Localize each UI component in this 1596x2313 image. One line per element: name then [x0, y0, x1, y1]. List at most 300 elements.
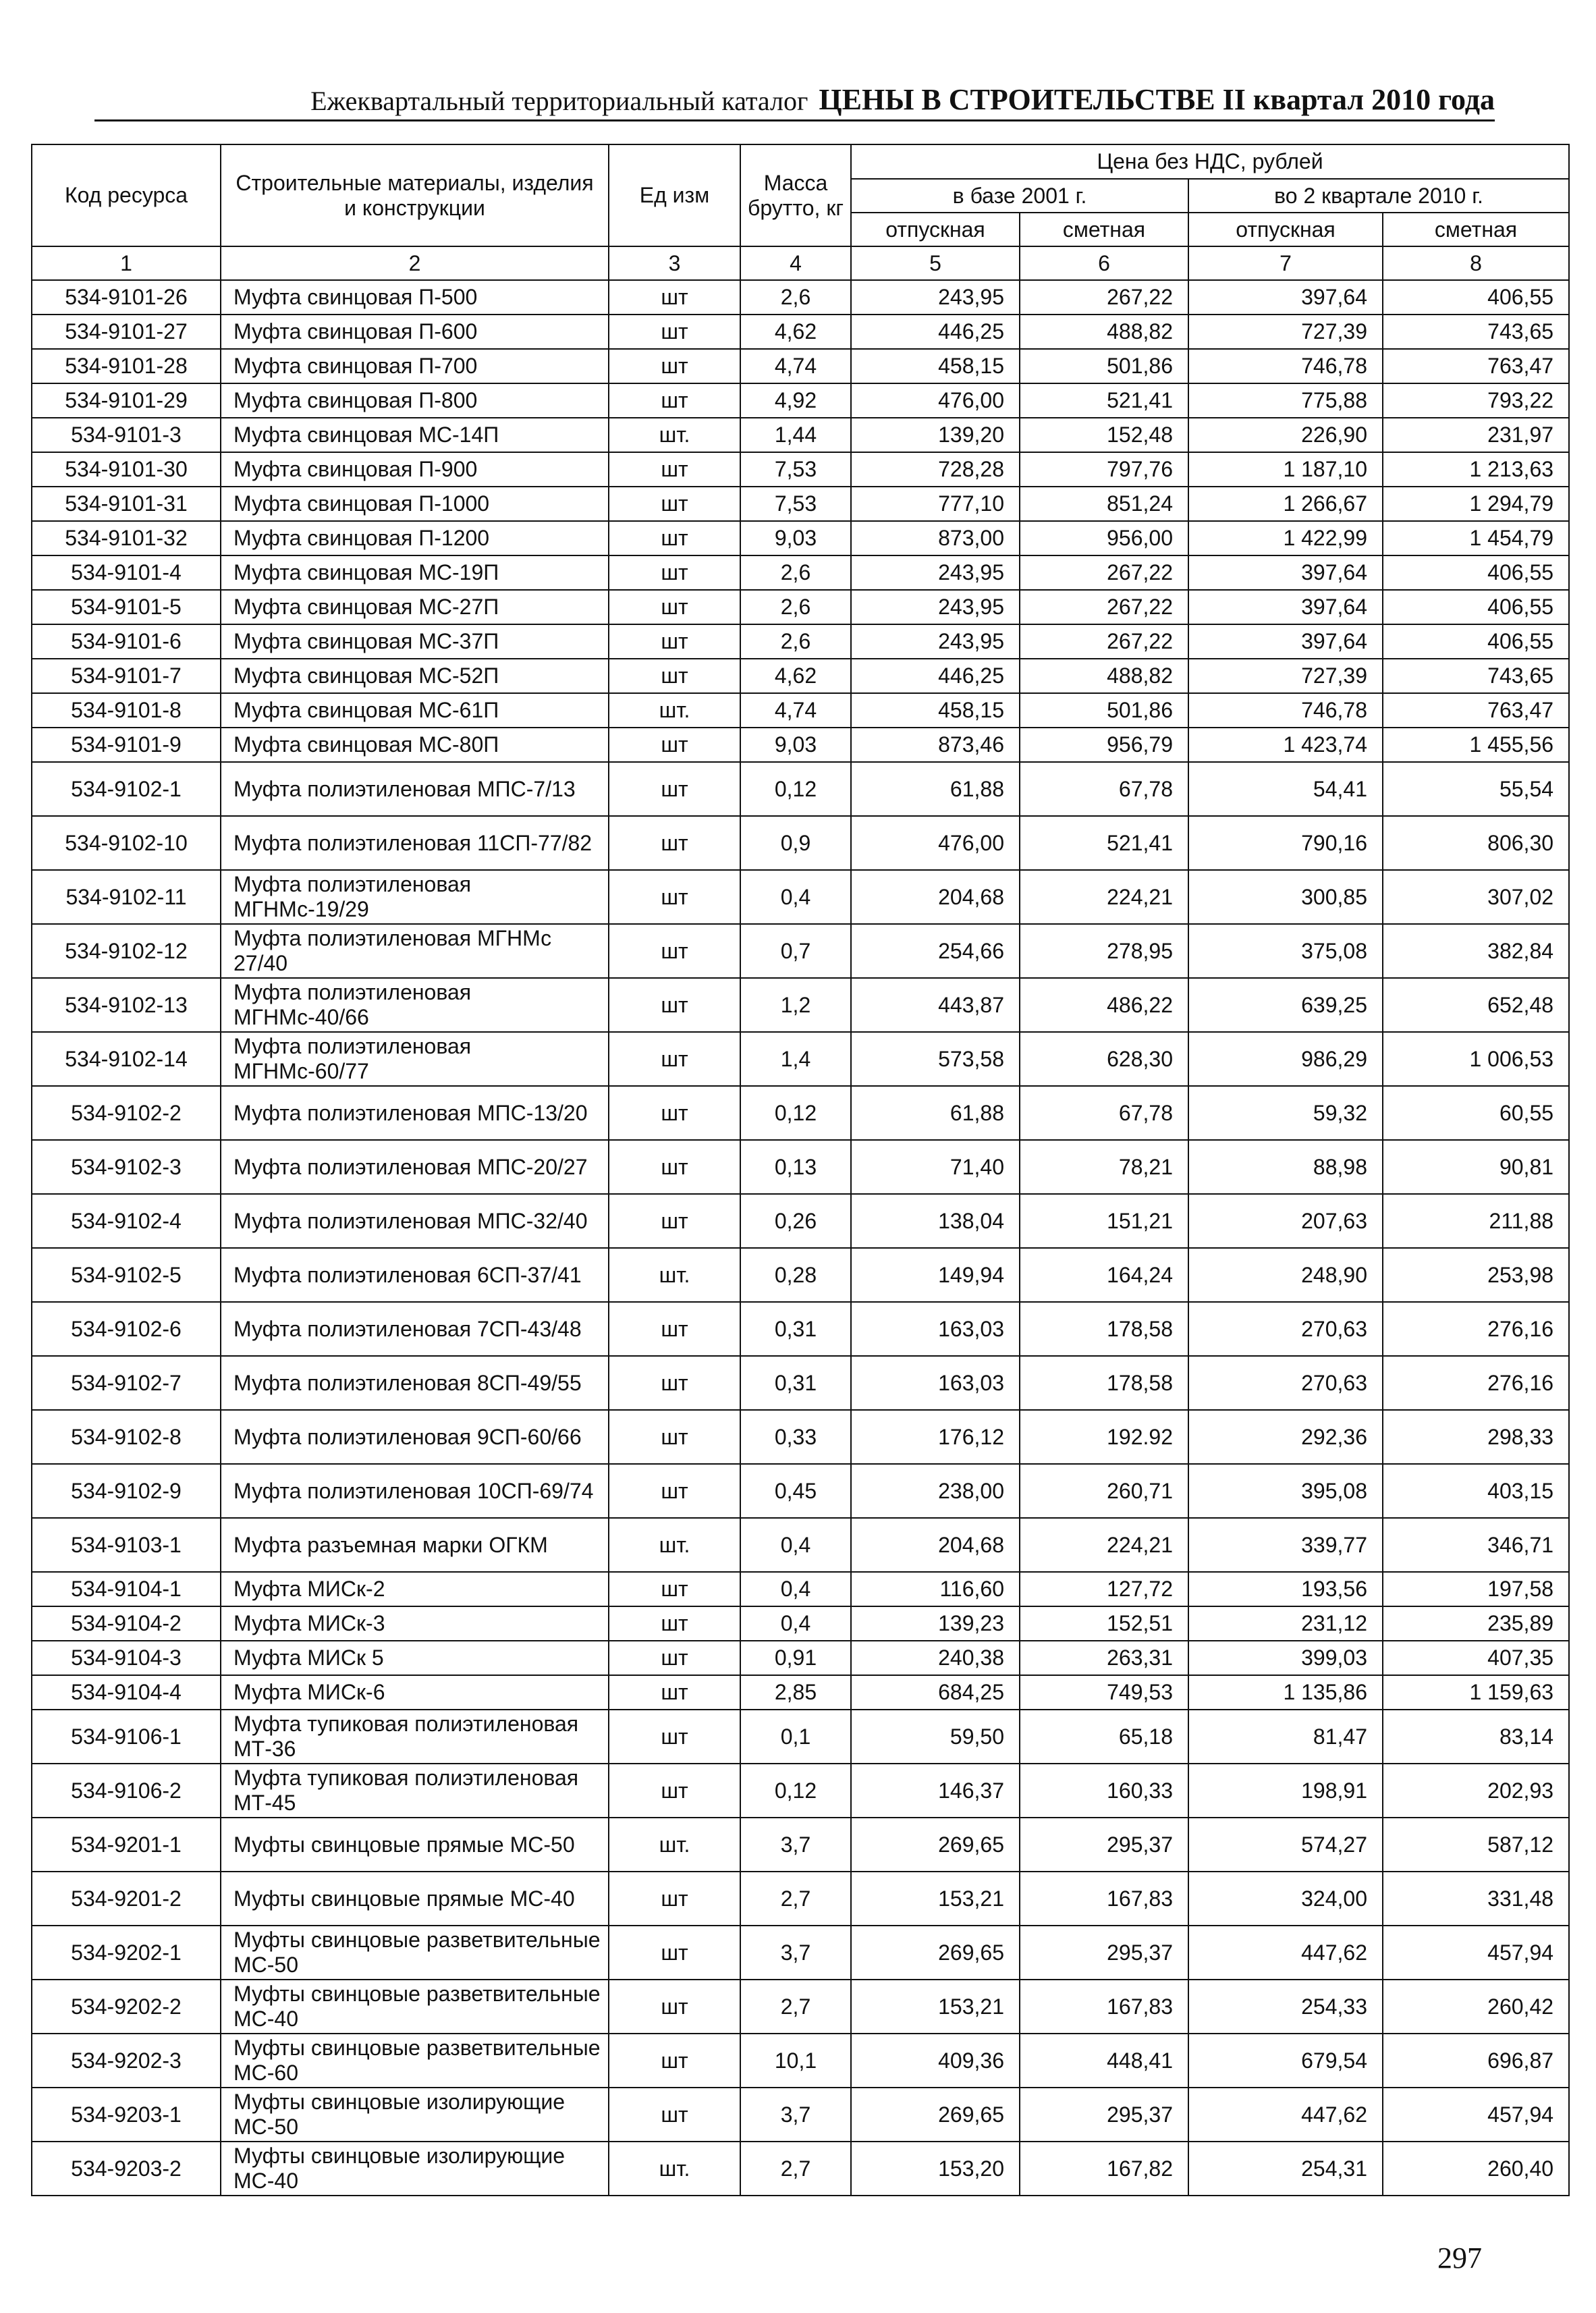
table-row [32, 624, 1569, 659]
cell-mass: 1,4 [740, 1032, 851, 1086]
cell-current-estimate-price: 346,71 [1383, 1518, 1569, 1572]
cell-unit: шт [609, 728, 740, 762]
cell-unit: шт [609, 1032, 740, 1086]
column-number: 4 [740, 246, 851, 280]
cell-material-name: Муфта полиэтиленовая 7СП-43/48 [221, 1302, 609, 1356]
cell-base-estimate-price: 178,58 [1020, 1356, 1188, 1410]
cell-current-estimate-price: 298,33 [1383, 1410, 1569, 1464]
cell-mass: 0,1 [740, 1710, 851, 1764]
cell-unit: шт [609, 1641, 740, 1675]
cell-base-estimate-price: 956,79 [1020, 728, 1188, 762]
cell-code: 534-9101-31 [32, 487, 221, 521]
cell-unit: шт [609, 521, 740, 555]
cell-mass: 3,7 [740, 1818, 851, 1872]
cell-current-estimate-price: 55,54 [1383, 762, 1569, 816]
table-row [32, 349, 1569, 383]
table-row [32, 924, 1569, 978]
column-number: 7 [1188, 246, 1383, 280]
cell-unit: шт [609, 280, 740, 315]
cell-base-estimate-price: 295,37 [1020, 1926, 1188, 1980]
cell-code: 534-9102-4 [32, 1194, 221, 1248]
cell-unit: шт [609, 2088, 740, 2142]
table-row [32, 1926, 1569, 1980]
col-header-current-estimate: сметная [1383, 213, 1569, 246]
cell-mass: 2,6 [740, 555, 851, 590]
cell-base-estimate-price: 521,41 [1020, 383, 1188, 418]
cell-unit: шт [609, 816, 740, 870]
cell-code: 534-9202-1 [32, 1926, 221, 1980]
cell-base-estimate-price: 448,41 [1020, 2034, 1188, 2088]
cell-current-estimate-price: 331,48 [1383, 1872, 1569, 1926]
cell-code: 534-9104-2 [32, 1606, 221, 1641]
cell-unit: шт [609, 349, 740, 383]
table-row [32, 383, 1569, 418]
cell-material-name: Муфта свинцовая П-500 [221, 280, 609, 315]
cell-unit: шт [609, 2034, 740, 2088]
cell-unit: шт [609, 1926, 740, 1980]
cell-unit: шт [609, 1675, 740, 1710]
cell-base-release-price: 458,15 [851, 349, 1020, 383]
cell-unit: шт [609, 762, 740, 816]
cell-unit: шт [609, 555, 740, 590]
cell-current-release-price: 292,36 [1188, 1410, 1383, 1464]
cell-base-estimate-price: 956,00 [1020, 521, 1188, 555]
table-row [32, 1248, 1569, 1302]
cell-material-name: Муфта свинцовая МС-52П [221, 659, 609, 693]
price-table [31, 144, 1570, 2196]
cell-base-release-price: 153,21 [851, 1980, 1020, 2034]
cell-current-estimate-price: 90,81 [1383, 1140, 1569, 1194]
cell-mass: 0,4 [740, 1518, 851, 1572]
cell-mass: 4,62 [740, 315, 851, 349]
cell-base-release-price: 61,88 [851, 762, 1020, 816]
col-header-code: Код ресурса [32, 144, 221, 246]
cell-base-estimate-price: 78,21 [1020, 1140, 1188, 1194]
cell-unit: шт [609, 1872, 740, 1926]
cell-mass: 2,7 [740, 1980, 851, 2034]
cell-base-release-price: 777,10 [851, 487, 1020, 521]
cell-current-estimate-price: 743,65 [1383, 659, 1569, 693]
cell-code: 534-9101-7 [32, 659, 221, 693]
cell-base-estimate-price: 749,53 [1020, 1675, 1188, 1710]
cell-base-release-price: 873,00 [851, 521, 1020, 555]
cell-base-release-price: 728,28 [851, 452, 1020, 487]
cell-material-name: Муфты свинцовые разветвительные МС-40 [221, 1980, 609, 2034]
cell-code: 534-9106-1 [32, 1710, 221, 1764]
cell-mass: 9,03 [740, 521, 851, 555]
cell-mass: 0,33 [740, 1410, 851, 1464]
table-row [32, 1464, 1569, 1518]
cell-mass: 2,7 [740, 2142, 851, 2196]
cell-mass: 0,91 [740, 1641, 851, 1675]
cell-code: 534-9102-6 [32, 1302, 221, 1356]
cell-current-release-price: 1 423,74 [1188, 728, 1383, 762]
cell-unit: шт [609, 978, 740, 1032]
cell-code: 534-9101-4 [32, 555, 221, 590]
cell-mass: 2,6 [740, 590, 851, 624]
cell-code: 534-9202-3 [32, 2034, 221, 2088]
cell-base-estimate-price: 192.92 [1020, 1410, 1188, 1464]
cell-mass: 9,03 [740, 728, 851, 762]
cell-code: 534-9103-1 [32, 1518, 221, 1572]
cell-material-name: Муфта МИСк-3 [221, 1606, 609, 1641]
col-header-q2-2010: во 2 квартале 2010 г. [1188, 179, 1569, 213]
cell-current-release-price: 1 135,86 [1188, 1675, 1383, 1710]
cell-material-name: Муфта свинцовая МС-80П [221, 728, 609, 762]
table-row [32, 521, 1569, 555]
cell-base-estimate-price: 67,78 [1020, 762, 1188, 816]
table-row [32, 1032, 1569, 1086]
cell-unit: шт [609, 1710, 740, 1764]
cell-code: 534-9101-5 [32, 590, 221, 624]
cell-current-release-price: 324,00 [1188, 1872, 1383, 1926]
cell-current-release-price: 254,31 [1188, 2142, 1383, 2196]
cell-base-release-price: 443,87 [851, 978, 1020, 1032]
cell-unit: шт. [609, 1818, 740, 1872]
cell-material-name: Муфта свинцовая МС-14П [221, 418, 609, 452]
cell-code: 534-9101-28 [32, 349, 221, 383]
cell-current-estimate-price: 307,02 [1383, 870, 1569, 924]
cell-code: 534-9101-32 [32, 521, 221, 555]
cell-base-estimate-price: 521,41 [1020, 816, 1188, 870]
cell-base-estimate-price: 167,82 [1020, 2142, 1188, 2196]
table-row [32, 1518, 1569, 1572]
cell-base-release-price: 149,94 [851, 1248, 1020, 1302]
cell-code: 534-9203-1 [32, 2088, 221, 2142]
cell-material-name: Муфта свинцовая МС-27П [221, 590, 609, 624]
cell-base-release-price: 176,12 [851, 1410, 1020, 1464]
cell-current-estimate-price: 235,89 [1383, 1606, 1569, 1641]
cell-base-estimate-price: 164,24 [1020, 1248, 1188, 1302]
cell-base-release-price: 116,60 [851, 1572, 1020, 1606]
cell-current-release-price: 397,64 [1188, 280, 1383, 315]
cell-base-estimate-price: 152,51 [1020, 1606, 1188, 1641]
cell-unit: шт [609, 1086, 740, 1140]
table-row [32, 1710, 1569, 1764]
cell-unit: шт. [609, 2142, 740, 2196]
cell-mass: 2,6 [740, 624, 851, 659]
cell-code: 534-9102-5 [32, 1248, 221, 1302]
cell-base-estimate-price: 167,83 [1020, 1872, 1188, 1926]
cell-material-name: Муфты свинцовые прямые МС-40 [221, 1872, 609, 1926]
cell-base-release-price: 204,68 [851, 1518, 1020, 1572]
table-row [32, 1980, 1569, 2034]
cell-current-release-price: 447,62 [1188, 2088, 1383, 2142]
column-number: 2 [221, 246, 609, 280]
cell-mass: 0,45 [740, 1464, 851, 1518]
col-header-price-group: Цена без НДС, рублей [851, 144, 1569, 179]
cell-current-estimate-price: 806,30 [1383, 816, 1569, 870]
column-number: 5 [851, 246, 1020, 280]
cell-mass: 4,74 [740, 349, 851, 383]
table-row [32, 1872, 1569, 1926]
cell-mass: 3,7 [740, 2088, 851, 2142]
table-row [32, 870, 1569, 924]
cell-current-estimate-price: 211,88 [1383, 1194, 1569, 1248]
cell-unit: шт. [609, 418, 740, 452]
cell-material-name: Муфта свинцовая МС-37П [221, 624, 609, 659]
cell-current-release-price: 395,08 [1188, 1464, 1383, 1518]
cell-base-release-price: 243,95 [851, 280, 1020, 315]
cell-current-estimate-price: 696,87 [1383, 2034, 1569, 2088]
cell-current-estimate-price: 60,55 [1383, 1086, 1569, 1140]
table-row [32, 452, 1569, 487]
cell-material-name: Муфта свинцовая П-1200 [221, 521, 609, 555]
cell-unit: шт [609, 659, 740, 693]
cell-current-estimate-price: 1 213,63 [1383, 452, 1569, 487]
cell-material-name: Муфта тупиковая полиэтиленовая МТ-36 [221, 1710, 609, 1764]
cell-material-name: Муфты свинцовые прямые МС-50 [221, 1818, 609, 1872]
cell-base-estimate-price: 224,21 [1020, 870, 1188, 924]
table-row [32, 487, 1569, 521]
cell-current-release-price: 727,39 [1188, 315, 1383, 349]
cell-code: 534-9106-2 [32, 1764, 221, 1818]
cell-code: 534-9102-14 [32, 1032, 221, 1086]
cell-material-name: Муфта свинцовая П-600 [221, 315, 609, 349]
table-body [32, 280, 1569, 2196]
cell-current-release-price: 1 422,99 [1188, 521, 1383, 555]
cell-material-name: Муфта полиэтиленовая 6СП-37/41 [221, 1248, 609, 1302]
cell-base-estimate-price: 486,22 [1020, 978, 1188, 1032]
cell-code: 534-9102-13 [32, 978, 221, 1032]
cell-base-estimate-price: 278,95 [1020, 924, 1188, 978]
cell-current-release-price: 207,63 [1188, 1194, 1383, 1248]
table-row [32, 280, 1569, 315]
cell-base-release-price: 409,36 [851, 2034, 1020, 2088]
cell-current-estimate-price: 743,65 [1383, 315, 1569, 349]
cell-mass: 7,53 [740, 452, 851, 487]
cell-material-name: Муфта свинцовая МС-61П [221, 693, 609, 728]
cell-current-estimate-price: 83,14 [1383, 1710, 1569, 1764]
cell-base-release-price: 476,00 [851, 383, 1020, 418]
cell-current-release-price: 198,91 [1188, 1764, 1383, 1818]
cell-base-estimate-price: 224,21 [1020, 1518, 1188, 1572]
cell-code: 534-9101-9 [32, 728, 221, 762]
cell-current-estimate-price: 763,47 [1383, 349, 1569, 383]
cell-base-release-price: 146,37 [851, 1764, 1020, 1818]
cell-current-estimate-price: 407,35 [1383, 1641, 1569, 1675]
cell-mass: 0,12 [740, 1086, 851, 1140]
cell-unit: шт [609, 1302, 740, 1356]
cell-base-release-price: 573,58 [851, 1032, 1020, 1086]
cell-material-name: Муфты свинцовые разветвительные МС-50 [221, 1926, 609, 1980]
cell-base-estimate-price: 628,30 [1020, 1032, 1188, 1086]
cell-code: 534-9101-27 [32, 315, 221, 349]
cell-material-name: Муфта полиэтиленовая МГНМс-40/66 [221, 978, 609, 1032]
cell-mass: 0,28 [740, 1248, 851, 1302]
cell-current-release-price: 679,54 [1188, 2034, 1383, 2088]
cell-base-release-price: 476,00 [851, 816, 1020, 870]
cell-current-release-price: 399,03 [1188, 1641, 1383, 1675]
cell-base-release-price: 163,03 [851, 1356, 1020, 1410]
cell-base-release-price: 153,20 [851, 2142, 1020, 2196]
table-row [32, 1641, 1569, 1675]
cell-base-release-price: 243,95 [851, 624, 1020, 659]
cell-current-release-price: 270,63 [1188, 1302, 1383, 1356]
cell-unit: шт [609, 315, 740, 349]
cell-current-estimate-price: 793,22 [1383, 383, 1569, 418]
cell-material-name: Муфта полиэтиленовая 10СП-69/74 [221, 1464, 609, 1518]
col-header-base-estimate: сметная [1020, 213, 1188, 246]
column-number: 8 [1383, 246, 1569, 280]
cell-current-estimate-price: 652,48 [1383, 978, 1569, 1032]
header-catalog-name: ЦЕНЫ В СТРОИТЕЛЬСТВЕ II квартал 2010 года [819, 83, 1495, 116]
cell-code: 534-9102-9 [32, 1464, 221, 1518]
cell-current-release-price: 254,33 [1188, 1980, 1383, 2034]
cell-unit: шт [609, 383, 740, 418]
cell-code: 534-9104-3 [32, 1641, 221, 1675]
cell-base-estimate-price: 488,82 [1020, 315, 1188, 349]
cell-material-name: Муфта полиэтиленовая МПС-32/40 [221, 1194, 609, 1248]
cell-code: 534-9203-2 [32, 2142, 221, 2196]
cell-unit: шт [609, 1464, 740, 1518]
cell-unit: шт. [609, 693, 740, 728]
cell-material-name: Муфта полиэтиленовая 9СП-60/66 [221, 1410, 609, 1464]
cell-mass: 1,2 [740, 978, 851, 1032]
cell-current-release-price: 746,78 [1188, 349, 1383, 383]
cell-current-estimate-price: 260,42 [1383, 1980, 1569, 2034]
cell-current-release-price: 447,62 [1188, 1926, 1383, 1980]
cell-code: 534-9101-8 [32, 693, 221, 728]
col-header-current-release: отпускная [1188, 213, 1383, 246]
cell-base-estimate-price: 65,18 [1020, 1710, 1188, 1764]
col-header-base-2001: в базе 2001 г. [851, 179, 1188, 213]
cell-current-release-price: 375,08 [1188, 924, 1383, 978]
cell-unit: шт [609, 924, 740, 978]
cell-code: 534-9102-7 [32, 1356, 221, 1410]
cell-current-release-price: 397,64 [1188, 624, 1383, 659]
cell-current-release-price: 54,41 [1188, 762, 1383, 816]
cell-base-release-price: 240,38 [851, 1641, 1020, 1675]
cell-mass: 10,1 [740, 2034, 851, 2088]
cell-base-estimate-price: 260,71 [1020, 1464, 1188, 1518]
cell-base-release-price: 61,88 [851, 1086, 1020, 1140]
cell-current-estimate-price: 457,94 [1383, 1926, 1569, 1980]
page-number: 297 [1437, 2241, 1482, 2275]
col-header-base-release: отпускная [851, 213, 1020, 246]
cell-mass: 0,4 [740, 870, 851, 924]
cell-base-release-price: 446,25 [851, 315, 1020, 349]
cell-base-estimate-price: 127,72 [1020, 1572, 1188, 1606]
cell-unit: шт [609, 624, 740, 659]
table-row [32, 978, 1569, 1032]
cell-current-release-price: 1 187,10 [1188, 452, 1383, 487]
table-row [32, 2034, 1569, 2088]
cell-base-release-price: 204,68 [851, 870, 1020, 924]
table-row [32, 1086, 1569, 1140]
cell-current-estimate-price: 197,58 [1383, 1572, 1569, 1606]
cell-base-estimate-price: 178,58 [1020, 1302, 1188, 1356]
cell-base-estimate-price: 267,22 [1020, 590, 1188, 624]
cell-material-name: Муфта свинцовая МС-19П [221, 555, 609, 590]
cell-code: 534-9201-1 [32, 1818, 221, 1872]
cell-code: 534-9104-4 [32, 1675, 221, 1710]
cell-unit: шт [609, 1764, 740, 1818]
cell-unit: шт [609, 1356, 740, 1410]
cell-current-estimate-price: 382,84 [1383, 924, 1569, 978]
cell-base-estimate-price: 167,83 [1020, 1980, 1188, 2034]
cell-current-release-price: 193,56 [1188, 1572, 1383, 1606]
cell-current-estimate-price: 406,55 [1383, 280, 1569, 315]
cell-material-name: Муфта свинцовая П-700 [221, 349, 609, 383]
cell-unit: шт [609, 1194, 740, 1248]
cell-material-name: Муфта полиэтиленовая МГНМс-19/29 [221, 870, 609, 924]
cell-material-name: Муфта полиэтиленовая МГНМс-60/77 [221, 1032, 609, 1086]
table-row [32, 659, 1569, 693]
cell-mass: 7,53 [740, 487, 851, 521]
cell-mass: 0,7 [740, 924, 851, 978]
table-row [32, 418, 1569, 452]
cell-material-name: Муфта свинцовая П-900 [221, 452, 609, 487]
cell-code: 534-9102-10 [32, 816, 221, 870]
cell-mass: 4,92 [740, 383, 851, 418]
cell-base-release-price: 446,25 [851, 659, 1020, 693]
cell-unit: шт. [609, 1248, 740, 1302]
cell-base-release-price: 163,03 [851, 1302, 1020, 1356]
cell-mass: 0,4 [740, 1572, 851, 1606]
table-row [32, 555, 1569, 590]
cell-current-estimate-price: 406,55 [1383, 555, 1569, 590]
cell-current-estimate-price: 202,93 [1383, 1764, 1569, 1818]
cell-code: 534-9102-1 [32, 762, 221, 816]
cell-material-name: Муфты свинцовые изолирующие МС-50 [221, 2088, 609, 2142]
cell-material-name: Муфта полиэтиленовая 11СП-77/82 [221, 816, 609, 870]
cell-current-estimate-price: 457,94 [1383, 2088, 1569, 2142]
cell-current-release-price: 88,98 [1188, 1140, 1383, 1194]
cell-current-release-price: 574,27 [1188, 1818, 1383, 1872]
cell-mass: 4,74 [740, 693, 851, 728]
cell-mass: 0,12 [740, 1764, 851, 1818]
cell-current-estimate-price: 276,16 [1383, 1356, 1569, 1410]
col-header-material: Строительные материалы, изделия и конструкции [221, 144, 609, 246]
cell-base-release-price: 71,40 [851, 1140, 1020, 1194]
table-row [32, 693, 1569, 728]
cell-current-release-price: 226,90 [1188, 418, 1383, 452]
cell-code: 534-9102-2 [32, 1086, 221, 1140]
cell-current-estimate-price: 587,12 [1383, 1818, 1569, 1872]
cell-material-name: Муфта полиэтиленовая 8СП-49/55 [221, 1356, 609, 1410]
cell-base-release-price: 138,04 [851, 1194, 1020, 1248]
cell-base-release-price: 139,20 [851, 418, 1020, 452]
cell-current-estimate-price: 1 159,63 [1383, 1675, 1569, 1710]
cell-material-name: Муфта МИСк 5 [221, 1641, 609, 1675]
table-row [32, 1818, 1569, 1872]
cell-mass: 2,6 [740, 280, 851, 315]
col-header-unit: Ед изм [609, 144, 740, 246]
cell-current-estimate-price: 1 454,79 [1383, 521, 1569, 555]
table-row [32, 1194, 1569, 1248]
cell-unit: шт [609, 487, 740, 521]
header-catalog-title: Ежеквартальный территориальный каталог [310, 86, 808, 116]
cell-base-release-price: 458,15 [851, 693, 1020, 728]
cell-current-estimate-price: 763,47 [1383, 693, 1569, 728]
cell-current-release-price: 339,77 [1188, 1518, 1383, 1572]
table-row [32, 1675, 1569, 1710]
cell-unit: шт [609, 870, 740, 924]
cell-mass: 4,62 [740, 659, 851, 693]
cell-material-name: Муфта полиэтиленовая МПС-20/27 [221, 1140, 609, 1194]
cell-code: 534-9102-8 [32, 1410, 221, 1464]
table-row [32, 762, 1569, 816]
cell-material-name: Муфты свинцовые изолирующие МС-40 [221, 2142, 609, 2196]
table-row [32, 2088, 1569, 2142]
cell-material-name: Муфты свинцовые разветвительные МС-60 [221, 2034, 609, 2088]
column-number: 6 [1020, 246, 1188, 280]
cell-code: 534-9101-3 [32, 418, 221, 452]
cell-base-release-price: 269,65 [851, 2088, 1020, 2142]
table-row [32, 1572, 1569, 1606]
cell-current-release-price: 775,88 [1188, 383, 1383, 418]
